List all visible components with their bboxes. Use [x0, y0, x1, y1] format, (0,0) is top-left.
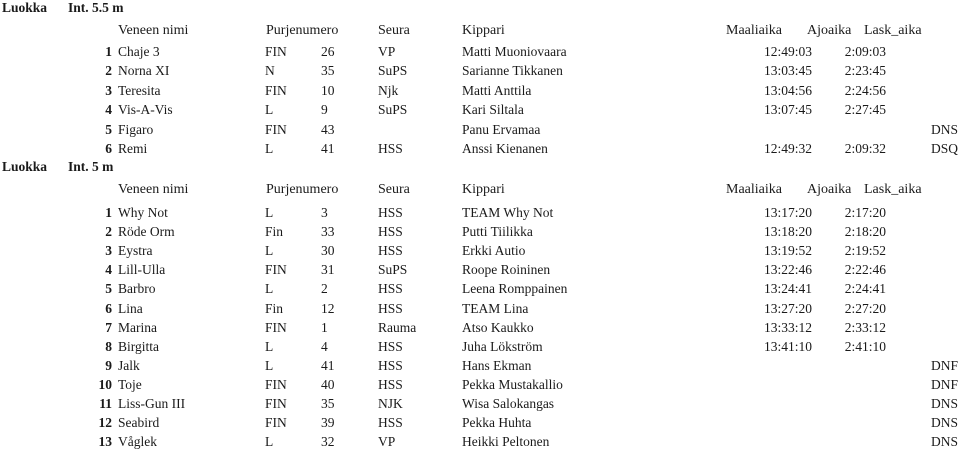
row-skipper: Matti Anttila: [462, 83, 532, 98]
row-elapsed-time: 2:27:20: [844, 301, 886, 316]
row-club: SuPS: [378, 102, 408, 117]
row-sail-number: 41: [321, 141, 335, 156]
row-skipper: Pekka Huhta: [462, 415, 532, 430]
row-skipper: Sarianne Tikkanen: [462, 63, 563, 78]
row-status: DNS: [930, 434, 958, 449]
row-skipper: Kari Siltala: [462, 102, 524, 117]
row-position: 6: [105, 141, 112, 156]
header-skipper: Kippari: [462, 23, 505, 38]
row-position: 7: [105, 320, 112, 335]
row-finish-time: 13:27:20: [763, 301, 812, 316]
row-sail-number: 31: [321, 262, 335, 277]
row-country: FIN: [265, 320, 287, 335]
row-position: 13: [98, 434, 112, 449]
row-country: L: [265, 141, 274, 156]
row-boat-name: Jalk: [118, 358, 140, 373]
header-calculated-time: Lask_aika: [864, 182, 922, 197]
row-position: 2: [105, 224, 112, 239]
row-status: DNF: [930, 358, 958, 373]
header-club: Seura: [378, 182, 410, 197]
row-finish-time: 13:18:20: [763, 224, 812, 239]
row-boat-name: Vis-A-Vis: [118, 102, 173, 117]
row-club: HSS: [378, 377, 403, 392]
row-sail-number: 40: [321, 377, 335, 392]
row-position: 5: [105, 122, 112, 137]
row-position: 4: [105, 262, 112, 277]
row-skipper: Anssi Kienanen: [462, 141, 548, 156]
row-club: HSS: [378, 358, 403, 373]
class-label: Luokka: [2, 0, 48, 15]
row-sail-number: 10: [321, 83, 335, 98]
row-boat-name: Marina: [118, 320, 157, 335]
row-skipper: Panu Ervamaa: [462, 122, 541, 137]
row-elapsed-time: 2:33:12: [844, 320, 886, 335]
row-skipper: Roope Roininen: [462, 262, 551, 277]
row-sail-number: 35: [321, 63, 335, 78]
row-finish-time: 13:41:10: [763, 339, 812, 354]
row-finish-time: 12:49:32: [763, 141, 812, 156]
row-country: L: [265, 434, 274, 449]
header-boat-name: Veneen nimi: [118, 182, 189, 197]
row-boat-name: Remi: [118, 141, 148, 156]
row-country: N: [265, 63, 275, 78]
row-elapsed-time: 2:09:32: [844, 141, 886, 156]
row-position: 3: [105, 243, 112, 258]
row-skipper: Hans Ekman: [462, 358, 532, 373]
row-sail-number: 43: [321, 122, 335, 137]
header-boat-name: Veneen nimi: [118, 23, 189, 38]
row-skipper: Leena Romppainen: [462, 281, 568, 296]
row-position: 5: [105, 281, 112, 296]
row-boat-name: Liss-Gun III: [118, 396, 186, 411]
header-elapsed-time: Ajoaika: [807, 182, 852, 197]
row-position: 8: [105, 339, 112, 354]
row-country: FIN: [265, 262, 287, 277]
row-finish-time: 13:22:46: [763, 262, 812, 277]
row-country: FIN: [265, 415, 287, 430]
row-club: SuPS: [378, 63, 408, 78]
row-country: L: [265, 243, 274, 258]
row-elapsed-time: 2:27:45: [844, 102, 886, 117]
row-club: HSS: [378, 243, 403, 258]
row-boat-name: Seabird: [118, 415, 160, 430]
header-sail-number: Purjenumero: [266, 182, 339, 197]
row-country: L: [265, 102, 274, 117]
row-club: VP: [378, 44, 396, 59]
row-sail-number: 32: [321, 434, 335, 449]
row-country: L: [265, 339, 274, 354]
row-skipper: Wisa Salokangas: [462, 396, 555, 411]
row-sail-number: 35: [321, 396, 335, 411]
row-status: DSQ: [930, 141, 958, 156]
header-sail-number: Purjenumero: [266, 23, 339, 38]
row-position: 1: [105, 44, 112, 59]
row-sail-number: 30: [321, 243, 335, 258]
row-finish-time: 13:33:12: [763, 320, 812, 335]
row-skipper: Atso Kaukko: [462, 320, 534, 335]
row-status: DNS: [930, 122, 958, 137]
class-name: Int. 5 m: [68, 159, 114, 174]
row-finish-time: 13:03:45: [763, 63, 812, 78]
row-elapsed-time: 2:09:03: [844, 44, 886, 59]
header-finish-time: Maaliaika: [726, 182, 782, 197]
row-elapsed-time: 2:24:56: [844, 83, 886, 98]
row-boat-name: Figaro: [118, 122, 154, 137]
row-sail-number: 39: [321, 415, 335, 430]
row-skipper: Juha Lökström: [462, 339, 543, 354]
row-skipper: Putti Tiilikka: [462, 224, 533, 239]
row-boat-name: Why Not: [118, 205, 168, 220]
row-country: FIN: [265, 377, 287, 392]
header-club: Seura: [378, 23, 410, 38]
row-club: SuPS: [378, 262, 408, 277]
row-status: DNF: [930, 377, 958, 392]
row-sail-number: 41: [321, 358, 335, 373]
row-finish-time: 13:19:52: [763, 243, 812, 258]
row-sail-number: 2: [321, 281, 328, 296]
row-boat-name: Barbro: [118, 281, 156, 296]
row-country: Fin: [265, 224, 284, 239]
row-sail-number: 9: [321, 102, 328, 117]
row-club: NJK: [378, 396, 403, 411]
row-elapsed-time: 2:24:41: [844, 281, 886, 296]
row-skipper: TEAM Lina: [462, 301, 529, 316]
row-boat-name: Teresita: [118, 83, 161, 98]
row-club: Njk: [378, 83, 399, 98]
row-boat-name: Norna XI: [118, 63, 170, 78]
row-sail-number: 33: [321, 224, 335, 239]
row-country: FIN: [265, 122, 287, 137]
row-elapsed-time: 2:17:20: [844, 205, 886, 220]
row-country: L: [265, 358, 274, 373]
row-status: DNS: [930, 415, 958, 430]
row-position: 11: [99, 396, 112, 411]
row-position: 10: [98, 377, 112, 392]
row-club: HSS: [378, 141, 403, 156]
row-boat-name: Lina: [118, 301, 143, 316]
row-skipper: Erkki Autio: [462, 243, 526, 258]
row-skipper: TEAM Why Not: [462, 205, 554, 220]
row-position: 2: [105, 63, 112, 78]
row-finish-time: 13:07:45: [763, 102, 812, 117]
class-label: Luokka: [2, 159, 48, 174]
header-calculated-time: Lask_aika: [864, 23, 922, 38]
row-club: Rauma: [378, 320, 417, 335]
header-finish-time: Maaliaika: [726, 23, 782, 38]
row-skipper: Pekka Mustakallio: [462, 377, 563, 392]
header-elapsed-time: Ajoaika: [807, 23, 852, 38]
row-club: HSS: [378, 339, 403, 354]
row-elapsed-time: 2:22:46: [844, 262, 886, 277]
row-status: DNS: [930, 396, 958, 411]
row-club: HSS: [378, 415, 403, 430]
row-country: L: [265, 281, 274, 296]
row-sail-number: 1: [321, 320, 328, 335]
row-elapsed-time: 2:19:52: [844, 243, 886, 258]
row-sail-number: 3: [321, 205, 328, 220]
row-position: 6: [105, 301, 112, 316]
row-boat-name: Birgitta: [118, 339, 160, 354]
row-finish-time: 13:17:20: [763, 205, 812, 220]
row-position: 3: [105, 83, 112, 98]
row-boat-name: Röde Orm: [118, 224, 175, 239]
row-sail-number: 12: [321, 301, 335, 316]
row-finish-time: 13:24:41: [763, 281, 812, 296]
row-position: 12: [98, 415, 112, 430]
row-position: 1: [105, 205, 112, 220]
row-country: FIN: [265, 44, 287, 59]
class-name: Int. 5.5 m: [68, 0, 124, 15]
row-position: 9: [105, 358, 112, 373]
row-boat-name: Våglek: [118, 434, 157, 449]
row-elapsed-time: 2:41:10: [844, 339, 886, 354]
row-elapsed-time: 2:18:20: [844, 224, 886, 239]
row-boat-name: Lill-Ulla: [118, 262, 166, 277]
row-position: 4: [105, 102, 112, 117]
row-country: Fin: [265, 301, 284, 316]
row-country: L: [265, 205, 274, 220]
row-club: HSS: [378, 205, 403, 220]
row-club: HSS: [378, 224, 403, 239]
row-elapsed-time: 2:23:45: [844, 63, 886, 78]
row-finish-time: 13:04:56: [763, 83, 812, 98]
row-club: HSS: [378, 281, 403, 296]
row-country: FIN: [265, 83, 287, 98]
header-skipper: Kippari: [462, 182, 505, 197]
row-sail-number: 4: [321, 339, 328, 354]
row-skipper: Matti Muoniovaara: [462, 44, 567, 59]
row-sail-number: 26: [321, 44, 335, 59]
row-boat-name: Toje: [118, 377, 142, 392]
row-boat-name: Eystra: [118, 243, 153, 258]
row-finish-time: 12:49:03: [763, 44, 812, 59]
row-club: HSS: [378, 301, 403, 316]
row-boat-name: Chaje 3: [118, 44, 160, 59]
row-country: FIN: [265, 396, 287, 411]
row-skipper: Heikki Peltonen: [462, 434, 550, 449]
row-club: VP: [378, 434, 396, 449]
